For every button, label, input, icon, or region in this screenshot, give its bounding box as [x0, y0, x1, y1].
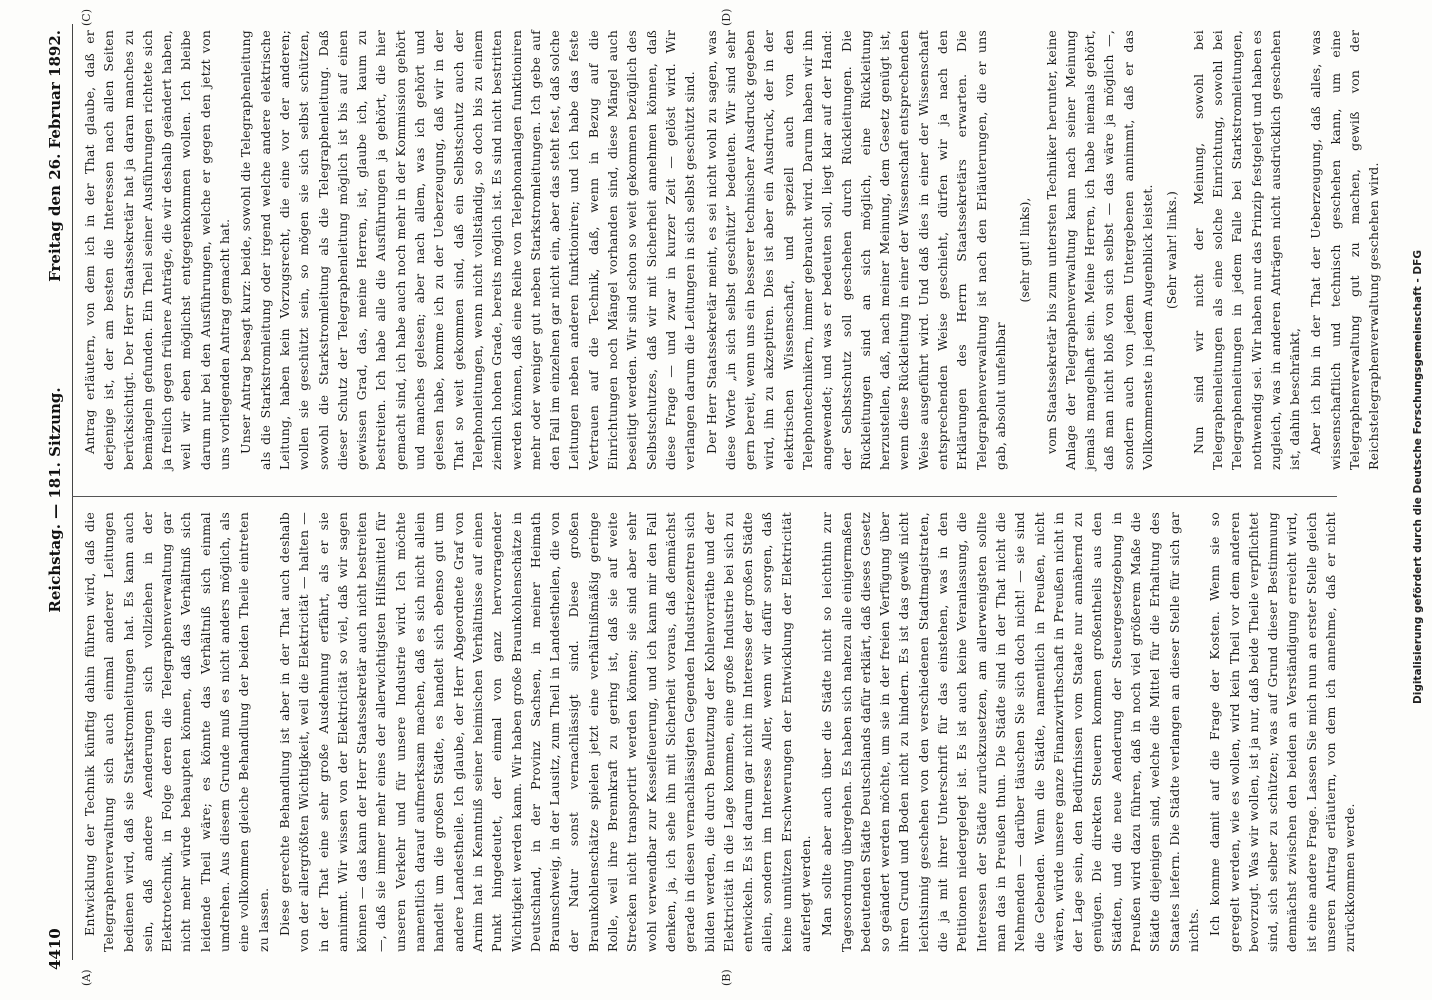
paragraph: Entwicklung der Technik künftig dahin führen wird, daß die Telegraphenverwaltung sich auch einmal anderer Leitungen bedienen wird, daß sie Starkstromleitungen hat. Es kann auch sein, daß andere Aenderungen sich vollziehen in der Elektrotechnik, in Folge deren die Telegraphenverwaltung gar nicht mehr würde behaupten können, daß das Verhältniß sich leidende Theil wäre; es könnte das Verhältniß sich einmal umdrehen. Aus diesem Grunde muß es nicht anders möglich, als eine vollkommen gleiche Behandlung der beiden Theile eintreten zu lassen.: [82, 512, 271, 952]
margin-marker-a: (A): [80, 969, 93, 986]
right-text-column: [80, 30, 1382, 470]
page-number: 4410: [46, 928, 64, 970]
left-text-column: [80, 512, 1358, 952]
paragraph: Ich komme damit auf die Frage der Kosten. Wenn sie so geregelt werden, wie es wollen, wird kein Theil vor dem anderen bevorzugt. Was wir wollen, ist ja nur, daß beide Theile verpflichtet sind, sich selber zu schützen; was auf Grund dieser Bestimmung demnächst zwischen den beiden an Verständigung erreicht wird, ist eine andere Frage. Lassen Sie mich nun an erster Stelle gleich unseren Antrag erläutern, von dem ich annehme, daß er nicht zurückkommen werde.: [1207, 512, 1358, 952]
paragraph: Unser Antrag besagt kurz: beide, sowohl die Telegraphenleitung als die Starkstromleitung oder irgend welche andere elektrische Leitung, haben kein Vorzugsrecht, die eine vor der anderen; wollen sie geschützt sein, so mögen sie sich selbst schützen, sowohl die Starkstromleitung als die Telegraphenleitung. Daß dieser Schutz der Telegraphenleitung möglich ist bis auf einen gewissen Grad, das, meine Herren, ist, glaube ich, kaum zu bestreiten. Ich habe alle die Ausführungen ja gehört, die hier gemacht sind, ich habe auch noch mehr in der Kommission gehört und manches gelesen; aber nach allem, was ich gehört und gelesen habe, komme ich zu der Ueberzeugung, daß wir in der That so weit gekommen sind, daß ein Selbstschutz auch der Telephonleitungen, wenn nicht vollständig, so doch bis zu einem ziemlich hohen Grade, bereits möglich ist. Es sind nicht bestritten werden können, daß eine Reihe von Telephonanlagen funktioniren mehr oder weniger gut neben Starkstromleitungen. Ich gebe auf den Fall im einzelnen gar nicht ein, aber das steht fest, daß solche Leitungen neben anderen funktioniren; und ich habe das feste Vertrauen auf die Technik, daß, wenn in Bezug auf die Einrichtungen noch Mängel vorhanden sind, diese Mängel auch beseitigt werden. Wir sind schon so weit gekommen bezüglich des Selbstschutzes, daß wir mit Sicherheit annehmen können, daß diese Frage — und zwar in kurzer Zeit — gelöst wird. Wir verlangen darum die Leitungen in sich selbst geschützt sind.: [238, 30, 698, 470]
interjection: (sehr gut! links),: [1018, 197, 1033, 303]
paragraph: Diese gerechte Behandlung ist aber in der That auch deshalb von der allergrößten Wichtigkeit, weil die Elektricität — halten — in der That eine sehr große Ausdehnung erfährt, als er sie annimmt. Wir wissen von der Elektricität so viel, daß wir sagen können — das kann der Herr Staatssekretär auch nicht bestreiten —, daß sie immer mehr eines der allerwichtigsten Hilfsmittel für unseren Verkehr und für unsere Industrie wird. Ich möchte namentlich darauf aufmerksam machen, daß es sich nicht allein handelt um die großen Städte, es handelt sich ebenso gut um andere Landestheile. Ich glaube, der Herr Abgeordnete Graf von Arnim hat in Kenntniß seiner heimischen Verhältnisse auf einen Punkt hingedeutet, der einmal von ganz hervorragender Wichtigkeit werden kann. Wir haben große Braunkohlenschätze in Deutschland, in der Provinz Sachsen, in meiner Heimath Braunschweig, in der Lausitz, zum Theil in Landestheilen, die von der Natur sonst vernachlässigt sind. Diese großen Braunkohlenschätze spielen jetzt eine verhältnißmäßig geringe Rolle, weil ihre Brennkraft zu gering ist, daß sie auf weite Strecken nicht transportirt werden können; sie sind aber sehr wohl verwendbar zur Kesselfeuerung, und ich kann mir den Fall denken, ja, ich sehe ihn mit Sicherheit voraus, daß demnächst gerade in diesen vernachlässigten Gegenden Industriezentren sich bilden werden, die durch Benutzung der Kohlenvorräthe und der Elektricität in die Lage kommen, eine große Industrie bei sich zu entwickeln. Es ist darum gar nicht im Interesse der großen Städte allein, sondern im Interesse Aller, wenn wir dafür sorgen, daß keine unnützen Erschwerungen der Entwicklung der Elektricität auferlegt werden.: [276, 512, 813, 952]
column-rule: [72, 496, 1337, 497]
paragraph: Man sollte aber auch über die Städte nicht so leichthin zur Tagesordnung übergehen. Es haben sich nahezu alle einigermaßen bedeutenden Städte Deutschlands dafür erklärt, daß dieses Gesetz so geändert werden möchte, um sie in der freien Verfügung über ihren Grund und Boden nicht zu hindern. Es ist das gewiß nicht leichtsinnig geschehen von den verschiedenen Stadtmagistraten, die ja mit ihrer Unterschrift für das einstehen, was in den Petitionen niedergelegt ist. Es ist auch keine Veranlassung, die Interessen der Städte zurückzusetzen, am allerwenigsten sollte man das in Preußen thun. Die Städte sind in der That nicht die Nehmenden — darüber täuschen Sie sich doch nicht! — sie sind die Gebenden. Wenn die Städte, namentlich in Preußen, nicht wären, würde unsere ganze Finanzwirthschaft in Preußen nicht in der Lage sein, den Bedürfnissen vom Staate nur annähernd zu genügen. Die direkten Steuern kommen großentheils aus den Städten, und die neue Aenderung der Steuergesetzgebung in Preußen wird dazu führen, daß in noch viel größerem Maße die Städte diejenigen sind, welche die Mittel für die Erhaltung des Staates liefern. Die Städte verlangen an dieser Stelle für sich gar nichts.: [819, 512, 1201, 952]
paragraph: Aber ich bin in der That der Ueberzeugung, daß alles, was wissenschaftlich und technisch geschehen kann, um eine Telegraphenverwaltung gut zu machen, gewiß von der Reichstelegraphenverwaltung geschehen wird.: [1308, 30, 1382, 470]
paragraph: Nun sind wir nicht der Meinung, sowohl bei Telegraphenleitungen als eine solche Einrichtung, sowohl bei Telegraphenleitungen in jedem Falle bei Starkstromleitungen, nothwendig sei. Wir haben nur das Prinzip festgelegt und haben es zugleich, was in anderen Anträgen nicht ausdrücklich geschehen ist, dahin beschränkt,: [1190, 30, 1303, 470]
paragraph: vom Staatssekretär bis zum untersten Techniker herunter, keine Anlage der Telegraphenverwaltung kann nach seiner Meinung jemals mangelhaft sein. Meine Herren, ich habe niemals gehört, daß man nicht bloß von sich selbst — das wäre ja möglich —, sondern auch von jedem Untergebenen annimmt, daß er das Vollkommenste in jedem Augenblick leistet.: [1043, 30, 1156, 470]
interjection: (Sehr wahr! links.): [1165, 191, 1180, 309]
margin-marker-c: (C): [80, 9, 93, 26]
margin-marker-b: (B): [720, 969, 733, 986]
running-header: [46, 30, 68, 970]
session-title: Reichstag. — 181. Sitzung.: [46, 387, 64, 613]
header-rule: [72, 24, 73, 960]
paragraph: Der Herr Staatssekretär meint, es sei nicht wohl zu sagen, was diese Worte „in sich selbst geschützt“ bedeuten. Wir sind sehr gern bereit, wenn uns ein besserer technischer Ausdruck gegeben wird, ihn zu akzeptiren. Dies ist aber ein Ausdruck, der in der elektrischen Wissenschaft, und speziell auch von den Telephontechnikern, immer gebraucht wird. Darum haben wir ihn angewendet; und was er bedeuten soll, liegt klar auf der Hand: der Selbstschutz soll geschehen durch Rückleitungen. Die Rückleitungen sind an sich möglich, eine Rückleitung herzustellen, daß, nach meiner Meinung, dem Gesetz genügt ist, wenn diese Rückleitung in einer der Wissenschaft entsprechenden Weise ausgeführt wird. Und daß dies in einer der Wissenschaft entsprechenden Weise geschieht, dürfen wir ja nach den Erklärungen des Herrn Staatssekretärs erwarten. Die Telegraphenverwaltung ist nach den Erläuterungen, die er uns gab, absolut unfehlbar: [703, 30, 1008, 470]
digitization-credit: [1410, 14, 1430, 704]
session-date: Freitag den 26. Februar 1892.: [46, 30, 64, 282]
paragraph: Antrag erläutern, von dem ich in der That glaube, daß er derjenige ist, der am besten die Interessen nach allen Seiten berücksichtigt. Der Herr Staatssekretär hat ja daran manches zu bemängeln gefunden. Ein Theil seiner Ausführungen richtete sich ja freilich gegen frühere Anträge, die wir deshalb geändert haben, weil wir eben möglichst entgegenkommen wollen. Ich bleibe darum nur bei den Ausführungen, welche er gegen den jetzt von uns vorliegenden Antrag gemacht hat.: [82, 30, 233, 470]
margin-marker-d: (D): [720, 8, 733, 26]
digitization-credit-text: Digitalisierung gefördert durch die Deutsche Forschungsgemeinschaft - DFG: [1412, 250, 1424, 704]
